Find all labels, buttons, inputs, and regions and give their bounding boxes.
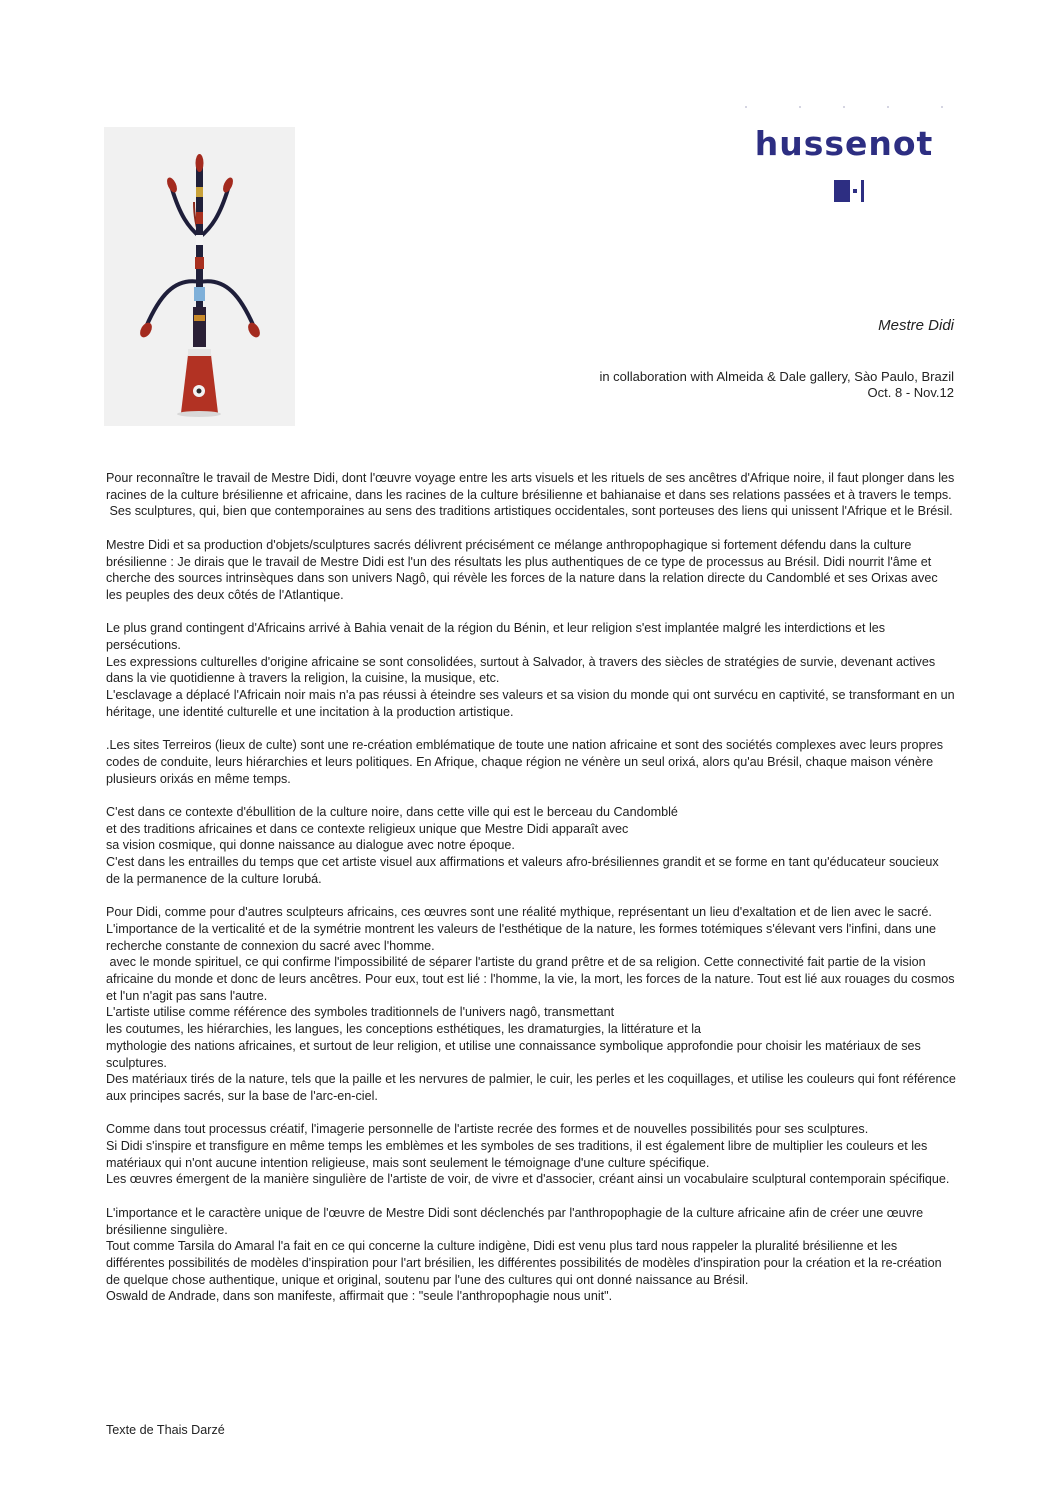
logo-dots-decoration [738, 104, 950, 110]
text-line: .Les sites Terreiros (lieux de culte) sont une re-création emblématique de toute une nation africaine et sont des sociétés complexes avec leurs propres codes de conduite, leurs hiérarchies et leurs politiques. En Afrique, chaque région ne vénère un seul orixá, alors qu'au Brésil, chaque maison vénère plusieurs orixás en même temps. [106, 738, 947, 786]
gallery-logo [728, 124, 960, 208]
exhibition-info [599, 369, 954, 401]
text-line: C'est dans ce contexte d'ébullition de la culture noire, dans cette ville qui est le berceau du Candomblé [106, 805, 678, 819]
text-line: C'est dans les entrailles du temps que cet artiste visuel aux affirmations et valeurs afro-brésiliennes grandit et se forme en tant qu'éducateur soucieux de la permanence de la culture Iorubá. [106, 855, 943, 886]
collaboration-line: in collaboration with Almeida & Dale gallery, Sào Paulo, Brazil [599, 369, 954, 384]
text-line: Comme dans tout processus créatif, l'imagerie personnelle de l'artiste recrée des formes et de nouvelles possibilités pour ses sculptures. [106, 1122, 869, 1137]
essay-body [106, 470, 960, 1322]
text-line: les coutumes, les hiérarchies, les langues, les conceptions esthétiques, les dramaturgies, la littérature et la [106, 1022, 702, 1037]
text-line: L'importance et le caractère unique de l'œuvre de Mestre Didi sont déclenchés par l'anthropophagie de la culture africaine afin de créer une œuvre brésilienne singulière. [106, 1205, 927, 1237]
text-line: Les œuvres émergent de la manière singulière de l'artiste de voir, de vivre et d'associer, créant ainsi un vocabulaire sculptural contemporain spécifique. [106, 1172, 950, 1187]
text-line: Mestre Didi et sa production d'objets/sculptures sacrés délivrent précisément ce mélange anthropophagique si fortement défendu dans la culture brésilienne : Je dirais que le travail de Mestre Didi est l'un des résultats les plus authentiques de ce type de processus au Brésil. Didi nourrit l'âme et cherche des sources intrinsèques dans son univers Nagô, qui révèle les forces de la nature dans la relation directe du Candomblé et ses Orixas avec les peuples des deux côtés de l'Atlantique. [106, 537, 942, 602]
logo-wordmark: hussenot [754, 124, 934, 163]
text-line: avec le monde spirituel, ce qui confirme l'impossibilité de séparer l'artiste du grand prêtre et de sa religion. Cette connectivité fait partie de la vision africaine du monde et donc de leurs ancêtres. Pour eux, tout est lié : l'homme, la vie, la mort, les forces de la nature. Tout est lié aux rouages du cosmos et l'un n'agit pas sans l'autre. [106, 955, 958, 1003]
text-line: sa vision cosmique, qui donne naissance au dialogue avec notre époque. [106, 838, 515, 853]
text-line: L'esclavage a déplacé l'Africain noir mais n'a pas réussi à éteindre ses valeurs et sa vision du monde qui ont survécu en captivité, se transformant en un héritage, une identité culturelle et une incitation à la production artistique. [106, 688, 959, 719]
text-line: Si Didi s'inspire et transfigure en même temps les emblèmes et les symboles de ses traditions, il est également libre de multiplier les couleurs et les matériaux qui n'ont aucune intention religieuse, mais sont seulement le témoignage d'une culture spécifique. [106, 1139, 931, 1170]
beaded-totem-sculpture-icon [104, 127, 295, 426]
text-line: Pour reconnaître le travail de Mestre Didi, dont l'œuvre voyage entre les arts visuels et les rituels de ses ancêtres d'Afrique noire, il faut plonger dans les racines de la culture brésilienne et africaine, dans les racines de la culture brésilienne et bahianaise et dans ses relations passées et à travers le temps. [106, 471, 958, 502]
text-line: Pour Didi, comme pour d'autres sculpteurs africains, ces œuvres sont une réalité mythique, représentant un lieu d'exaltation et de lien avec le sacré. [106, 905, 932, 920]
text-line: Des matériaux tirés de la nature, tels que la paille et les nervures de palmier, le cuir, les perles et les coquillages, et utilise les couleurs qui font référence aux principes sacrés, sur la base de l'arc-en-ciel. [106, 1072, 960, 1103]
paragraph [106, 804, 956, 888]
text-line: Tout comme Tarsila do Amaral l'a fait en ce qui concerne la culture indigène, Didi est venu plus tard nous rappeler la pluralité brésilienne et les différentes possibilités de modèles d'inspiration pour l'art brésilien, les différentes possibilités de modèles d'inspiration pour la création et la re-création de quelque chose authentique, unique et original, soutenu par l'une des cultures qui ont donné naissance au Brésil. [106, 1239, 946, 1287]
paragraph [106, 904, 960, 1104]
author-credit: Texte de Thais Darzé [106, 1423, 225, 1437]
paragraph [106, 470, 956, 520]
exhibition-dates: Oct. 8 - Nov.12 [867, 385, 954, 400]
text-line: Oswald de Andrade, dans son manifeste, affirmait que : "seule l'anthropophagie nous unit". [106, 1289, 613, 1304]
text-line: L'artiste utilise comme référence des symboles traditionnels de l'univers nagô, transmettant [106, 1005, 615, 1020]
gallery-door-logo-icon [834, 180, 866, 202]
paragraph [106, 537, 956, 604]
text-line: Le plus grand contingent d'Africains arrivé à Bahia venait de la région du Bénin, et leur religion s'est implantée malgré les interdictions et les persécutions. [106, 621, 889, 652]
paragraph [106, 1121, 956, 1188]
text-line: Ses sculptures, qui, bien que contemporaines au sens des traditions artistiques occidentales, sont porteuses des liens qui unissent l'Afrique et le Brésil. [106, 504, 953, 519]
artwork-image [104, 127, 295, 426]
text-line: Les expressions culturelles d'origine africaine se sont consolidées, surtout à Salvador, à travers des siècles de stratégies de survie, devenant actives dans la vie quotidienne à travers la religion, la cuisine, la musique, etc. [106, 654, 939, 686]
artist-title: Mestre Didi [878, 317, 954, 334]
text-line: et des traditions africaines et dans ce contexte religieux unique que Mestre Didi apparaît avec [106, 821, 629, 836]
text-line: mythologie des nations africaines, et surtout de leur religion, et utilise une connaissance symbolique approfondie pour choisir les matériaux de ses sculptures. [106, 1038, 925, 1070]
paragraph [106, 620, 959, 720]
paragraph [106, 737, 956, 787]
paragraph [106, 1205, 956, 1305]
text-line: L'importance de la verticalité et de la symétrie montrent les valeurs de l'esthétique de la nature, les formes totémiques s'élevant vers l'infini, dans une recherche constante de connexion du sacré avec l'homme. [106, 921, 940, 953]
